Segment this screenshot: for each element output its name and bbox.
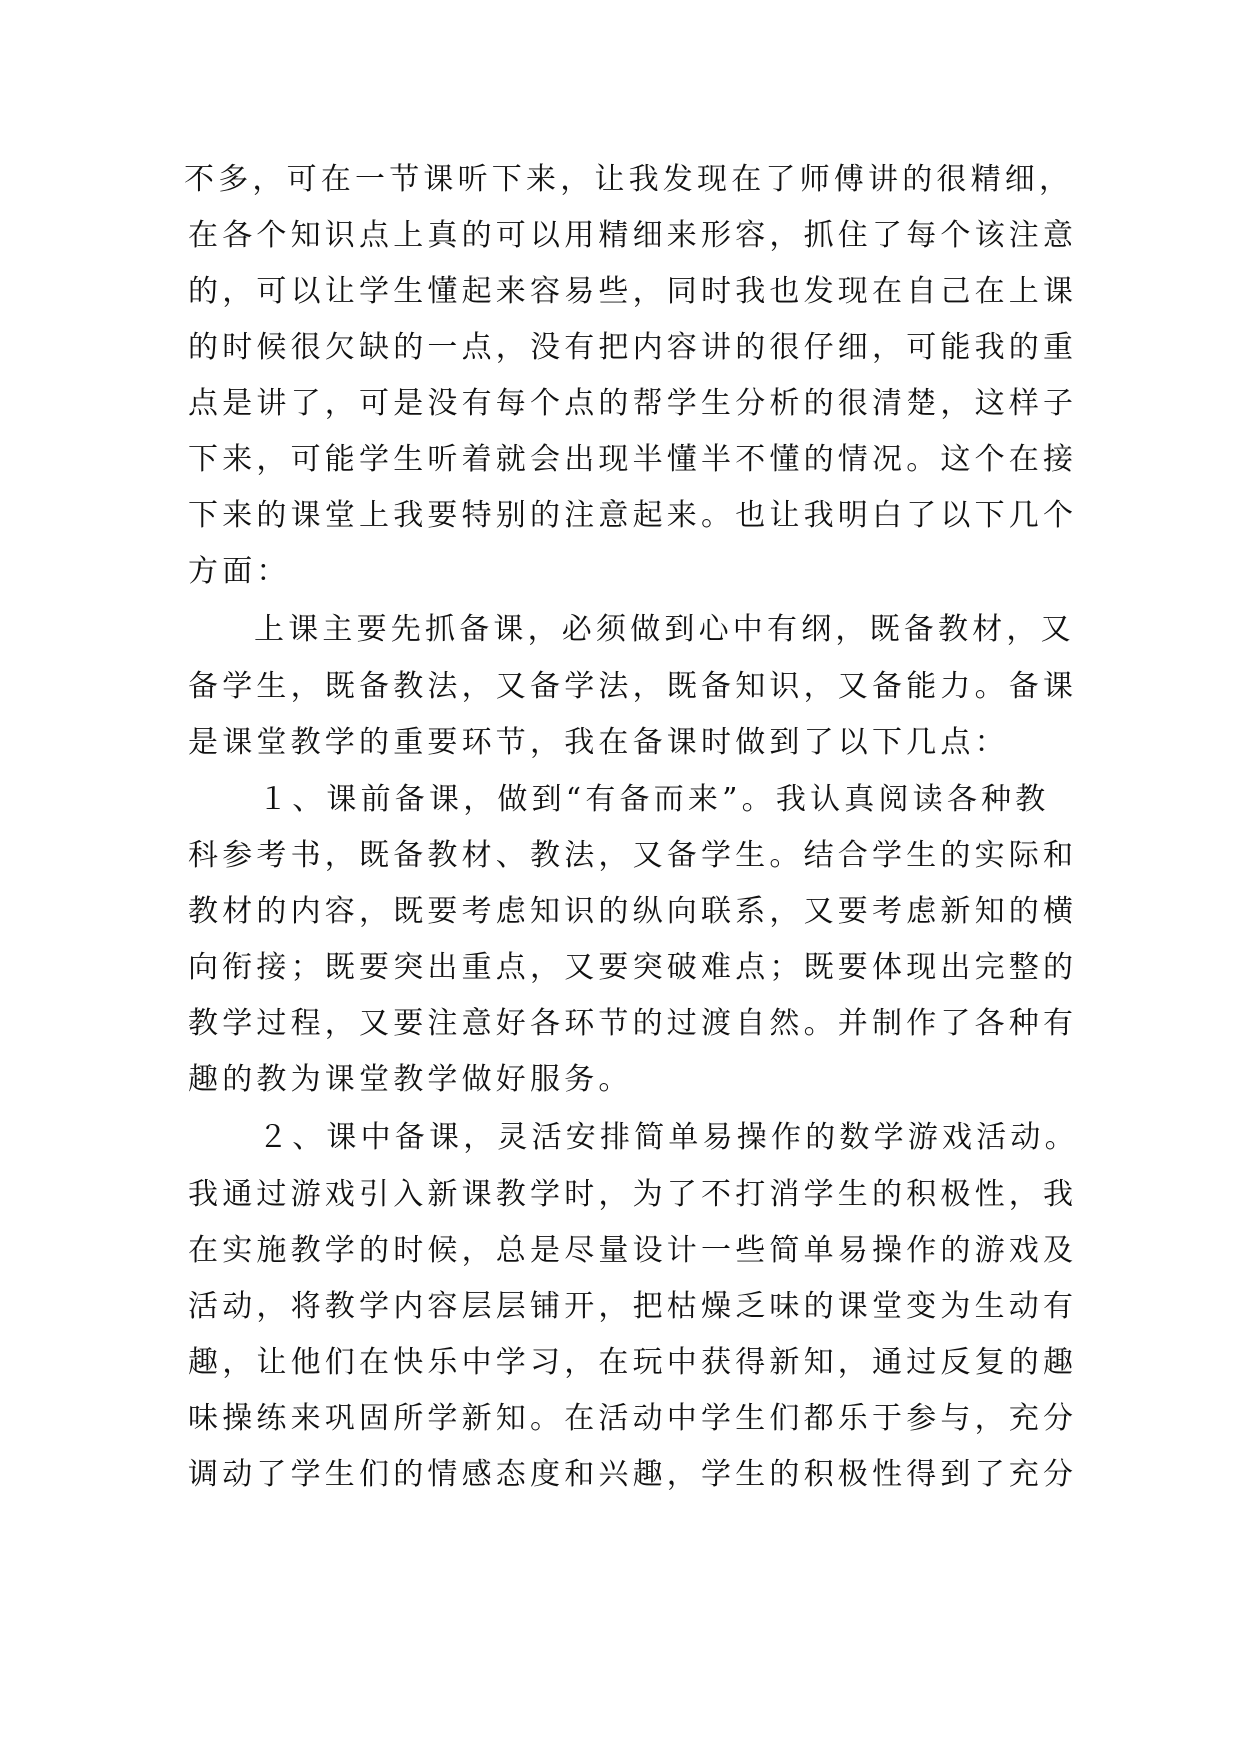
text-line: １、课前备课，做到“有备而来”。我认真阅读各种教 <box>258 782 1050 817</box>
text-line: 下来的课堂上我要特别的注意起来。也让我明白了以下几个 <box>188 498 1078 533</box>
text-line: 活动，将教学内容层层铺开，把枯燥乏味的课堂变为生动有 <box>188 1289 1078 1324</box>
text-line: 的时候很欠缺的一点，没有把内容讲的很仔细，可能我的重 <box>188 330 1078 365</box>
text-line: 科参考书，既备教材、教法，又备学生。结合学生的实际和 <box>188 838 1078 873</box>
text-line: 备学生，既备教法，又备学法，既备知识，又备能力。备课 <box>188 669 1078 704</box>
text-line: ２、课中备课，灵活安排简单易操作的数学游戏活动。 <box>258 1120 1079 1155</box>
text-line: 上课主要先抓备课，必须做到心中有纲，既备教材，又 <box>254 612 1075 647</box>
text-line: 调动了学生们的情感态度和兴趣，学生的积极性得到了充分 <box>188 1457 1078 1492</box>
text-line: 教学过程，又要注意好各环节的过渡自然。并制作了各种有 <box>188 1006 1078 1041</box>
text-line: 下来，可能学生听着就会出现半懂半不懂的情况。这个在接 <box>188 442 1078 477</box>
text-line: 在实施教学的时候，总是尽量设计一些简单易操作的游戏及 <box>188 1233 1078 1268</box>
text-line: 向衔接；既要突出重点，又要突破难点；既要体现出完整的 <box>188 950 1078 985</box>
text-line: 教材的内容，既要考虑知识的纵向联系，又要考虑新知的横 <box>188 894 1078 929</box>
text-line: 不多，可在一节课听下来，让我发现在了师傅讲的很精细， <box>184 162 1074 197</box>
text-line: 的，可以让学生懂起来容易些，同时我也发现在自己在上课 <box>188 274 1078 309</box>
text-line: 在各个知识点上真的可以用精细来形容，抓住了每个该注意 <box>188 218 1078 253</box>
text-line: 我通过游戏引入新课教学时，为了不打消学生的积极性，我 <box>188 1177 1078 1212</box>
text-line: 方面： <box>188 554 291 589</box>
text-line: 点是讲了，可是没有每个点的帮学生分析的很清楚，这样子 <box>188 386 1078 421</box>
text-line: 是课堂教学的重要环节，我在备课时做到了以下几点： <box>188 725 1009 760</box>
text-line: 味操练来巩固所学新知。在活动中学生们都乐于参与，充分 <box>188 1401 1078 1436</box>
text-line: 趣，让他们在快乐中学习，在玩中获得新知，通过反复的趣 <box>188 1345 1078 1380</box>
text-line: 趣的教为课堂教学做好服务。 <box>188 1062 633 1097</box>
